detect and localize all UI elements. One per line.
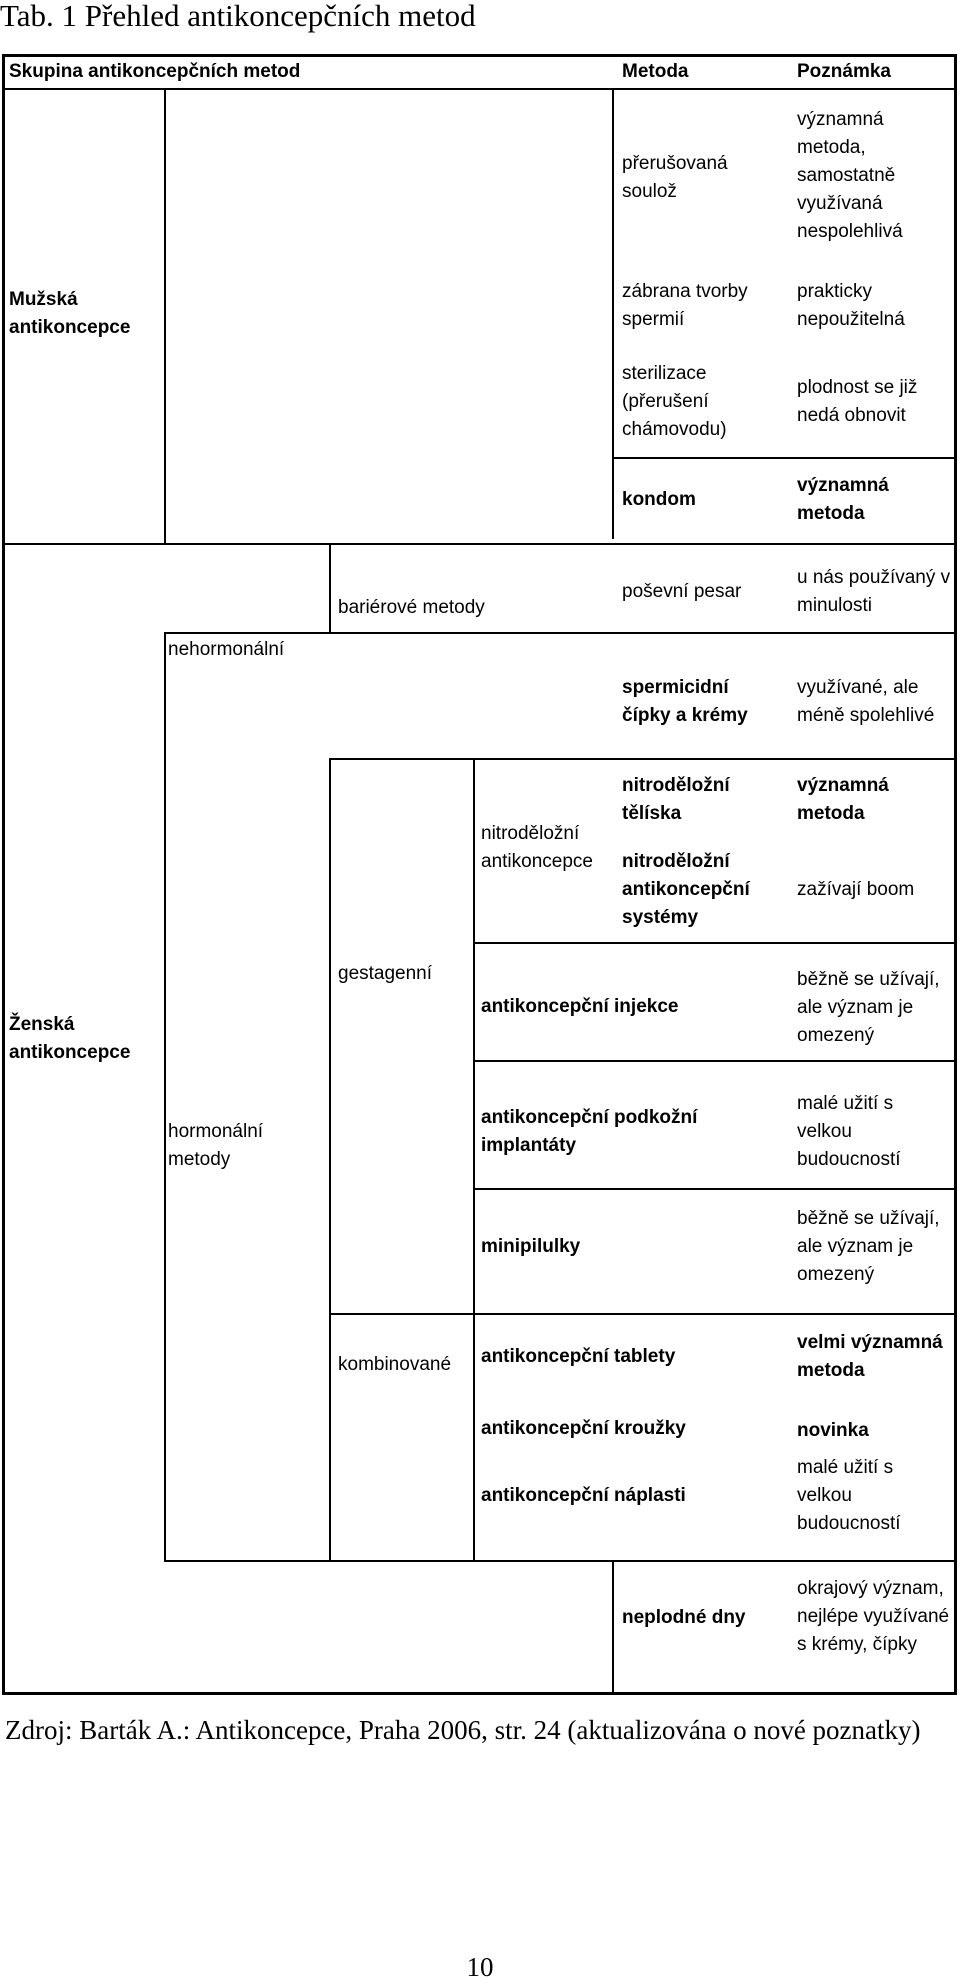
method-cell: poševní pesar	[622, 581, 742, 602]
method-cell: přerušovaná soulož	[622, 153, 728, 202]
method-cell: neplodné dny	[622, 1607, 746, 1628]
method-cell: antikoncepční tablety	[481, 1346, 676, 1367]
note-cell: významná metoda	[797, 475, 889, 524]
column-line	[612, 88, 614, 539]
note-cell: významná metoda	[797, 775, 889, 824]
method-cell: minipilulky	[481, 1236, 581, 1257]
nonhormonal-label: nehormonální	[168, 639, 285, 660]
table-border-left	[2, 54, 5, 1695]
gestagen-label: gestagenní	[338, 963, 433, 984]
table-caption: Tab. 1 Přehled antikoncepčních metod	[0, 0, 476, 33]
column-line	[329, 543, 331, 632]
iud-group-label: nitroděložní antikoncepce	[481, 823, 593, 872]
note-cell: běžně se užívají, ale význam je omezený	[797, 969, 940, 1046]
row-line	[612, 457, 954, 459]
method-cell: antikoncepční podkožní implantáty	[481, 1107, 698, 1156]
source-note: Zdroj: Barták A.: Antikoncepce, Praha 2006, str. 24 (aktualizována o nové poznatky)	[5, 1715, 921, 1745]
table-border-right	[954, 54, 957, 1695]
male-female-separator	[2, 543, 957, 545]
note-cell: běžně se užívají, ale význam je omezený	[797, 1208, 940, 1285]
male-label: Mužská antikoncepce	[9, 289, 131, 338]
method-cell: zábrana tvorby spermií	[622, 281, 748, 330]
note-cell: zažívají boom	[797, 879, 915, 900]
column-line	[164, 88, 166, 545]
barrier-methods-label: bariérové metody	[338, 597, 485, 618]
row-line	[473, 1060, 954, 1062]
method-cell: sterilizace (přerušení chámovodu)	[622, 363, 727, 440]
note-cell: u nás používaný v minulosti	[797, 567, 951, 616]
column-line	[612, 1560, 614, 1692]
row-line	[164, 632, 954, 634]
note-cell: využívané, ale méně spolehlivé	[797, 677, 935, 726]
method-cell: antikoncepční kroužky	[481, 1418, 686, 1439]
header-separator	[2, 88, 957, 90]
header-group: Skupina antikoncepčních metod	[9, 61, 301, 82]
method-cell: spermicidní čípky a krémy	[622, 677, 748, 726]
table-border-bottom	[2, 1692, 957, 1695]
column-line	[164, 632, 166, 1560]
header-method: Metoda	[622, 61, 689, 82]
table-border-top	[2, 54, 957, 57]
method-cell: nitroděložní antikoncepční systémy	[622, 851, 750, 928]
note-cell: významná metoda, samostatně využívaná nespolehlivá	[797, 109, 903, 242]
note-cell: plodnost se již nedá obnovit	[797, 377, 918, 426]
row-line	[329, 758, 954, 760]
note-cell: velmi významná metoda	[797, 1332, 943, 1381]
column-line	[473, 758, 475, 1560]
note-cell: prakticky nepoužitelná	[797, 281, 905, 330]
row-line	[329, 1313, 954, 1315]
method-cell: antikoncepční náplasti	[481, 1485, 686, 1506]
page-number: 10	[466, 1952, 494, 1982]
combined-label: kombinované	[338, 1354, 452, 1375]
method-cell: antikoncepční injekce	[481, 996, 679, 1017]
row-line	[473, 1188, 954, 1190]
method-cell: nitroděložní tělíska	[622, 775, 730, 824]
hormonal-methods-label: hormonální metody	[168, 1121, 264, 1170]
method-cell: kondom	[622, 489, 696, 510]
note-cell: malé užití s velkou budoucností	[797, 1093, 901, 1170]
note-cell: novinka	[797, 1420, 869, 1441]
note-cell: malé užití s velkou budoucností	[797, 1457, 901, 1534]
column-line	[329, 758, 331, 1560]
row-line	[164, 1560, 954, 1562]
note-cell: okrajový význam, nejlépe využívané s krémy, čípky	[797, 1578, 950, 1655]
female-label: Ženská antikoncepce	[9, 1014, 131, 1063]
row-line	[473, 942, 954, 944]
header-note: Poznámka	[797, 61, 891, 82]
